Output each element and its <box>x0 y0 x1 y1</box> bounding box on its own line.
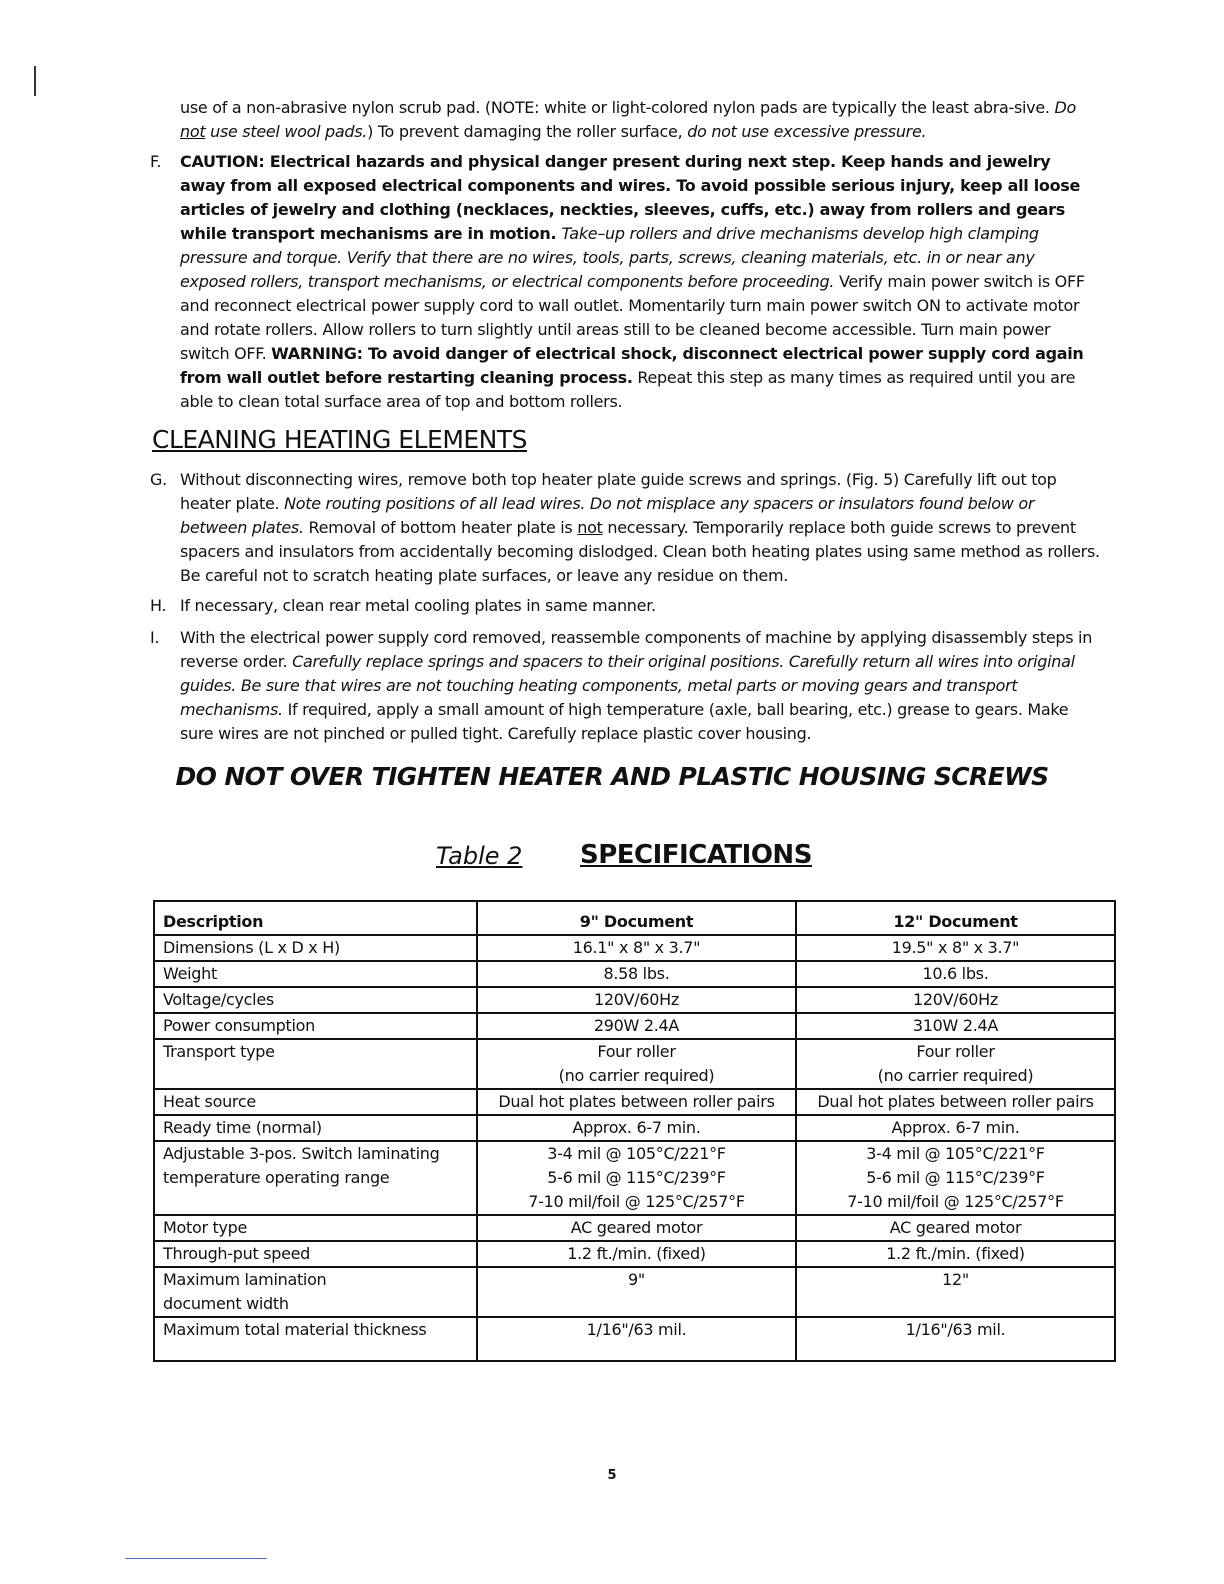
spec-value: 12" <box>796 1267 1115 1317</box>
spec-description: Maximum lamination document width <box>154 1267 477 1317</box>
text-segment: Without disconnecting wires, remove both top heater plate guide screws and springs. (Fig. 5) Carefully lift out top heater plate. <box>180 470 1057 513</box>
spec-description: Power consumption <box>154 1013 477 1039</box>
column-header: Description <box>154 901 477 935</box>
spec-value: Four roller (no carrier required) <box>477 1039 796 1089</box>
spec-description: Dimensions (L x D x H) <box>154 935 477 961</box>
spec-value: 3-4 mil @ 105°C/221°F 5-6 mil @ 115°C/239°F 7-10 mil/foil @ 125°C/257°F <box>796 1141 1115 1215</box>
text-segment: Note routing positions of all lead wires. Do not misplace any spacers or insulators found below or between plates. <box>180 494 1035 537</box>
spec-value: Dual hot plates between roller pairs <box>477 1089 796 1115</box>
text-segment: Repeat this step as many times as required until you are able to clean total surface area of top and bottom rollers. <box>180 368 1076 411</box>
spec-value: 290W 2.4A <box>477 1013 796 1039</box>
text-segment: necessary. Temporarily replace both guide screws to prevent spacers and insulators from accidentally becoming dislodged. Clean both heating plates using same method as rollers. Be careful not to scratch heating plate surfaces, or leave any residue on them. <box>180 518 1100 585</box>
text-segment: If necessary, clean rear metal cooling plates in same manner. <box>180 596 656 615</box>
paragraph-cleaning-note <box>180 96 1100 144</box>
text-segment: CAUTION: Electrical hazards and physical danger present during next step. Keep hands and jewelry away from all exposed electrical components and wires. To avoid possible serious injury, keep all loose articles of jewelry and clothing (necklaces, neckties, sleeves, cuffs, etc.) away from rollers and gears while transport mechanisms are in motion. <box>180 152 1081 243</box>
text-segment: With the electrical power supply cord removed, reassemble components of machine by applying disassembly steps in reverse order. <box>180 628 1093 671</box>
spec-value: 1.2 ft./min. (fixed) <box>796 1241 1115 1267</box>
spec-value: 3-4 mil @ 105°C/221°F 5-6 mil @ 115°C/239°F 7-10 mil/foil @ 125°C/257°F <box>477 1141 796 1215</box>
spec-value: 8.58 lbs. <box>477 961 796 987</box>
scan-mark <box>34 66 36 96</box>
table-caption: Table 2 <box>436 842 523 870</box>
specifications-table <box>153 900 1116 1362</box>
spec-description: Maximum total material thickness <box>154 1317 477 1361</box>
text-segment: Do <box>1054 98 1076 117</box>
text-segment: Carefully replace springs and spacers to their original positions. Carefully return all wires into original guides. Be sure that wires are not touching heating components, metal parts or moving gears and transport mechanisms. <box>180 652 1075 719</box>
spec-value: Approx. 6-7 min. <box>796 1115 1115 1141</box>
table-row <box>154 1317 1115 1361</box>
text-segment: use steel wool pads. <box>205 122 368 141</box>
spec-description: Transport type <box>154 1039 477 1089</box>
paragraph-label: G. <box>150 470 167 489</box>
table-row <box>154 987 1115 1013</box>
paragraph-i <box>150 626 1100 746</box>
text-segment: use of a non-abrasive nylon scrub pad. (NOTE: white or light-colored nylon pads are typically the least abra-sive. <box>180 98 1055 117</box>
paragraph-f-caution <box>150 150 1100 414</box>
spec-description: Adjustable 3-pos. Switch laminating temperature operating range <box>154 1141 477 1215</box>
spec-value: 9" <box>477 1267 796 1317</box>
spec-value: 1/16"/63 mil. <box>477 1317 796 1361</box>
text-segment: ) To prevent damaging the roller surface, <box>367 122 688 141</box>
table-row <box>154 1267 1115 1317</box>
spec-description: Heat source <box>154 1089 477 1115</box>
section-heading: CLEANING HEATING ELEMENTS <box>152 425 528 454</box>
paragraph-label: I. <box>150 628 160 647</box>
text-segment: Verify main power switch is OFF and reconnect electrical power supply cord to wall outlet. Momentarily turn main power switch ON to activate motor and rotate rollers. Allow rollers to turn slightly until areas still to be cleaned become accessible. Turn main power switch OFF. <box>180 272 1085 363</box>
spec-value: 19.5" x 8" x 3.7" <box>796 935 1115 961</box>
column-header: 9" Document <box>477 901 796 935</box>
page-number: 5 <box>607 1468 617 1483</box>
spec-value: 10.6 lbs. <box>796 961 1115 987</box>
table-row <box>154 1215 1115 1241</box>
spec-value: Dual hot plates between roller pairs <box>796 1089 1115 1115</box>
table-row <box>154 935 1115 961</box>
table-row <box>154 1241 1115 1267</box>
text-segment: not <box>577 518 603 537</box>
text-segment: If required, apply a small amount of high temperature (axle, ball bearing, etc.) grease to gears. Make sure wires are not pinched or pulled tight. Carefully replace plastic cover housing. <box>180 700 1069 743</box>
text-segment: Take–up rollers and drive mechanisms develop high clamping pressure and torque. Verify that there are no wires, tools, parts, screws, cleaning materials, etc. in or near any exposed rollers, transport mechanisms, or electrical components before proceeding. <box>180 224 1039 291</box>
table-row <box>154 961 1115 987</box>
paragraph-label: H. <box>150 596 167 615</box>
spec-value: 16.1" x 8" x 3.7" <box>477 935 796 961</box>
spec-value: 310W 2.4A <box>796 1013 1115 1039</box>
spec-value: Four roller (no carrier required) <box>796 1039 1115 1089</box>
spec-description: Through-put speed <box>154 1241 477 1267</box>
text-segment: WARNING: To avoid danger of electrical shock, disconnect electrical power supply cord again from wall outlet before restarting cleaning process. <box>180 344 1084 387</box>
paragraph-h <box>150 594 1100 618</box>
spec-description: Weight <box>154 961 477 987</box>
table-row <box>154 1013 1115 1039</box>
table-row <box>154 1089 1115 1115</box>
text-segment: do not use excessive pressure. <box>687 122 927 141</box>
spec-value: 1/16"/63 mil. <box>796 1317 1115 1361</box>
column-header: 12" Document <box>796 901 1115 935</box>
spec-value: Approx. 6-7 min. <box>477 1115 796 1141</box>
spec-description: Voltage/cycles <box>154 987 477 1013</box>
table-row <box>154 1141 1115 1215</box>
table-row <box>154 1039 1115 1089</box>
footer-rule <box>125 1558 267 1559</box>
spec-description: Ready time (normal) <box>154 1115 477 1141</box>
paragraph-g <box>150 468 1100 588</box>
warning-banner: DO NOT OVER TIGHTEN HEATER AND PLASTIC HOUSING SCREWS <box>175 762 1049 791</box>
spec-value: AC geared motor <box>477 1215 796 1241</box>
spec-value: AC geared motor <box>796 1215 1115 1241</box>
paragraph-label: F. <box>150 152 162 171</box>
table-title: SPECIFICATIONS <box>580 840 812 870</box>
spec-description: Motor type <box>154 1215 477 1241</box>
text-segment: Removal of bottom heater plate is <box>303 518 578 537</box>
spec-value: 120V/60Hz <box>477 987 796 1013</box>
spec-value: 1.2 ft./min. (fixed) <box>477 1241 796 1267</box>
text-segment: not <box>180 122 206 141</box>
spec-value: 120V/60Hz <box>796 987 1115 1013</box>
table-row <box>154 1115 1115 1141</box>
table-header-row <box>154 901 1115 935</box>
